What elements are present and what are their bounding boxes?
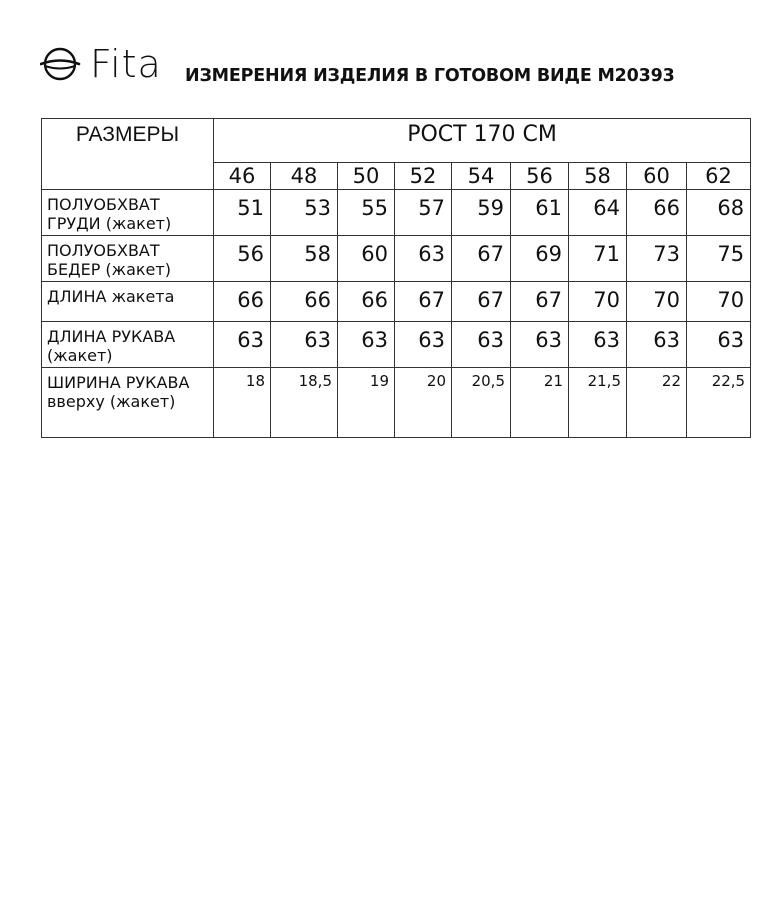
- value-cell: 63: [338, 322, 395, 368]
- value-cell: 53: [271, 190, 338, 236]
- size-header-48: 48: [271, 163, 338, 190]
- brand-name: Fita: [90, 42, 162, 86]
- value-cell: 63: [214, 322, 271, 368]
- value-cell: 55: [338, 190, 395, 236]
- row-label: ПОЛУОБХВАТ БЕДЕР (жакет): [42, 236, 214, 282]
- value-cell: 64: [569, 190, 627, 236]
- value-cell: 67: [395, 282, 452, 322]
- value-cell: 63: [452, 322, 511, 368]
- size-header-60: 60: [627, 163, 687, 190]
- value-cell: 18,5: [271, 368, 338, 438]
- value-cell: 70: [687, 282, 751, 322]
- value-cell: 67: [452, 236, 511, 282]
- value-cell: 69: [511, 236, 569, 282]
- fita-logo-icon: [40, 44, 84, 84]
- value-cell: 63: [271, 322, 338, 368]
- value-cell: 67: [511, 282, 569, 322]
- value-cell: 20: [395, 368, 452, 438]
- value-cell: 63: [627, 322, 687, 368]
- value-cell: 63: [569, 322, 627, 368]
- value-cell: 75: [687, 236, 751, 282]
- sizes-header-cell: РАЗМЕРЫ: [42, 119, 214, 190]
- value-cell: 70: [627, 282, 687, 322]
- value-cell: 56: [214, 236, 271, 282]
- value-cell: 63: [687, 322, 751, 368]
- value-cell: 63: [511, 322, 569, 368]
- value-cell: 66: [627, 190, 687, 236]
- value-cell: 57: [395, 190, 452, 236]
- row-label: ПОЛУОБХВАТ ГРУДИ (жакет): [42, 190, 214, 236]
- value-cell: 21: [511, 368, 569, 438]
- row-label: ДЛИНА жакета: [42, 282, 214, 322]
- value-cell: 68: [687, 190, 751, 236]
- table-row: [42, 190, 751, 236]
- height-header-cell: РОСТ 170 СМ: [214, 119, 751, 163]
- value-cell: 73: [627, 236, 687, 282]
- value-cell: 71: [569, 236, 627, 282]
- value-cell: 70: [569, 282, 627, 322]
- size-header-46: 46: [214, 163, 271, 190]
- value-cell: 51: [214, 190, 271, 236]
- value-cell: 20,5: [452, 368, 511, 438]
- value-cell: 18: [214, 368, 271, 438]
- size-chart-table: [41, 118, 751, 438]
- page-title: ИЗМЕРЕНИЯ ИЗДЕЛИЯ В ГОТОВОМ ВИДЕ М20393: [185, 66, 675, 86]
- table-row: [42, 282, 751, 322]
- value-cell: 66: [214, 282, 271, 322]
- row-label: ДЛИНА РУКАВА (жакет): [42, 322, 214, 368]
- value-cell: 58: [271, 236, 338, 282]
- header-row-height: [42, 119, 751, 163]
- size-header-52: 52: [395, 163, 452, 190]
- value-cell: 21,5: [569, 368, 627, 438]
- value-cell: 66: [271, 282, 338, 322]
- value-cell: 19: [338, 368, 395, 438]
- table-row: [42, 236, 751, 282]
- value-cell: 63: [395, 236, 452, 282]
- value-cell: 63: [395, 322, 452, 368]
- value-cell: 67: [452, 282, 511, 322]
- value-cell: 66: [338, 282, 395, 322]
- header: [40, 44, 760, 94]
- size-header-50: 50: [338, 163, 395, 190]
- size-header-62: 62: [687, 163, 751, 190]
- row-label: ШИРИНА РУКАВА вверху (жакет): [42, 368, 214, 438]
- size-header-58: 58: [569, 163, 627, 190]
- size-header-56: 56: [511, 163, 569, 190]
- table-row: [42, 322, 751, 368]
- value-cell: 22,5: [687, 368, 751, 438]
- value-cell: 22: [627, 368, 687, 438]
- table-row: [42, 368, 751, 438]
- brand-logo: [40, 44, 162, 84]
- value-cell: 61: [511, 190, 569, 236]
- size-header-54: 54: [452, 163, 511, 190]
- value-cell: 60: [338, 236, 395, 282]
- value-cell: 59: [452, 190, 511, 236]
